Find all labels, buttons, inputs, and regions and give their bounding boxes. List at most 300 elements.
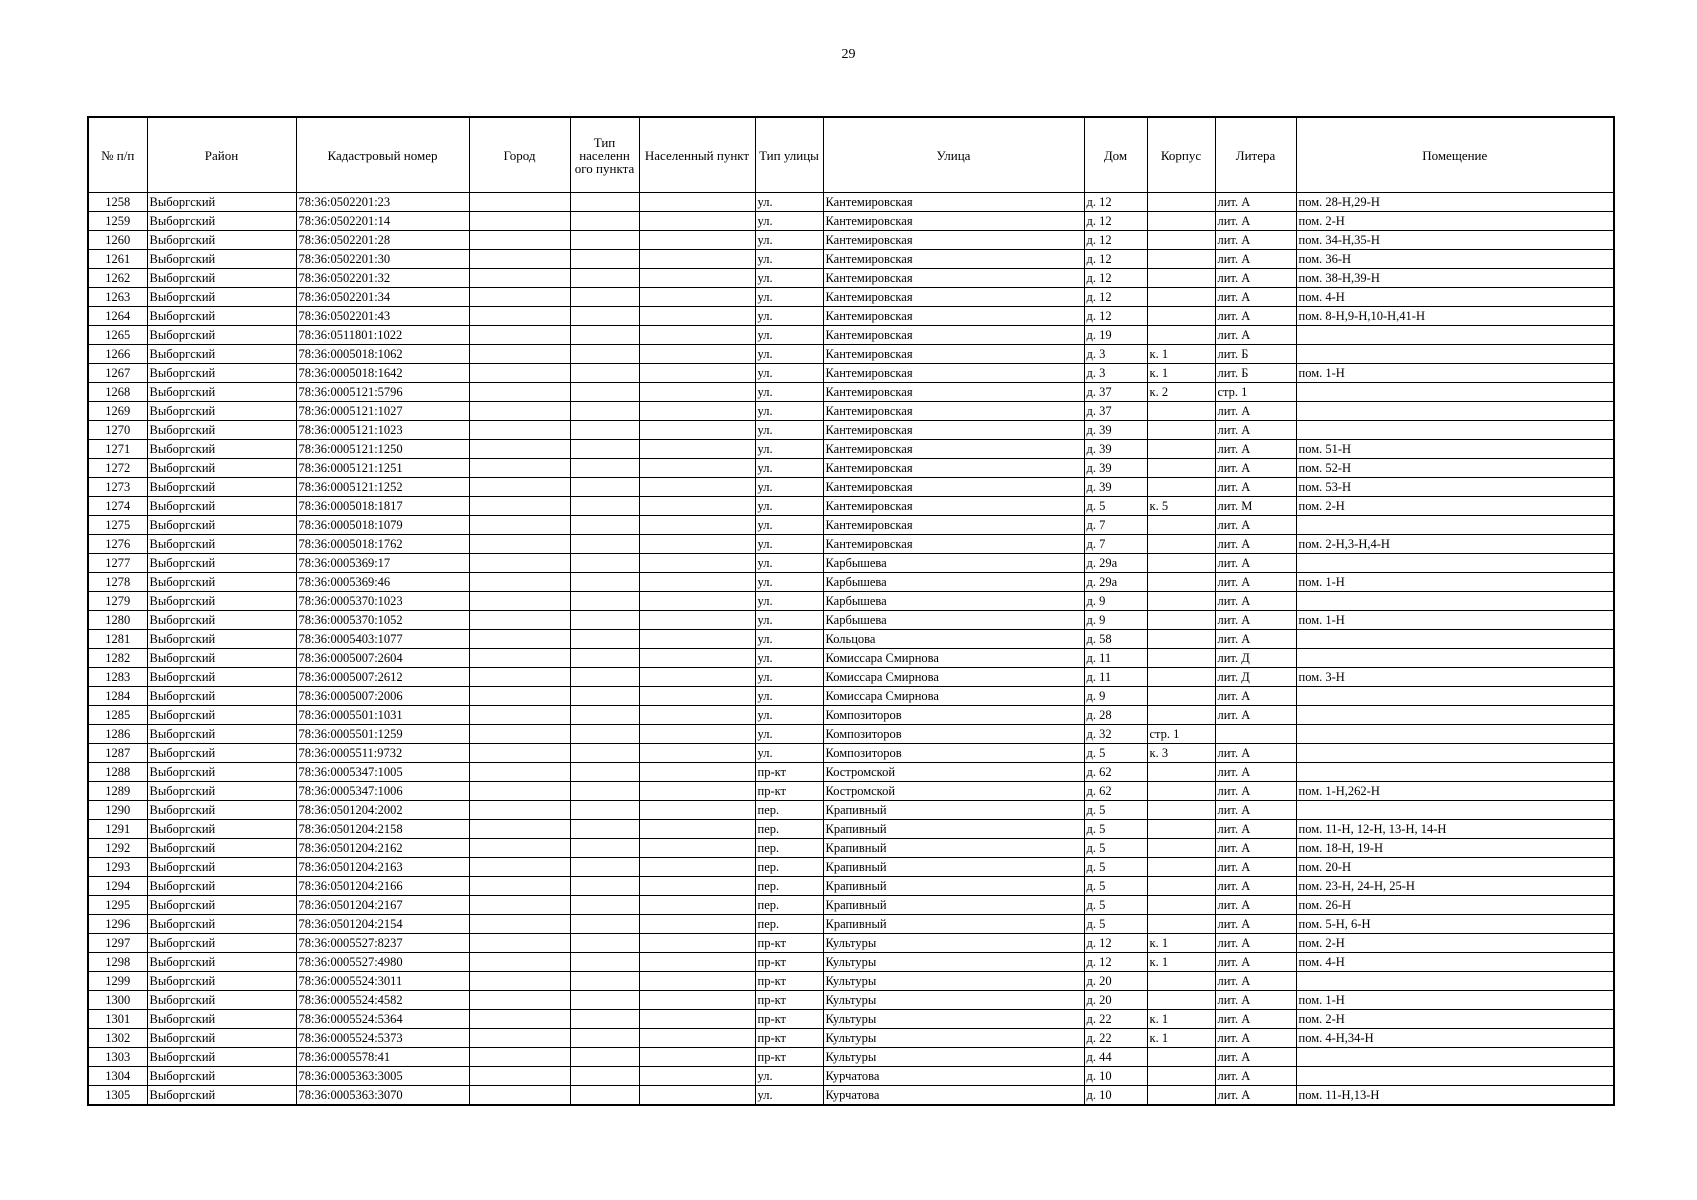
cell-settlement — [639, 535, 755, 554]
cell-cadastral: 78:36:0005007:2612 — [296, 668, 469, 687]
cell-street: Крапивный — [823, 820, 1084, 839]
cell-settlement — [639, 763, 755, 782]
cell-district: Выборгский — [147, 516, 296, 535]
cell-district: Выборгский — [147, 573, 296, 592]
cell-letter: лит. А — [1215, 212, 1296, 231]
cell-city — [469, 554, 570, 573]
cell-city — [469, 1029, 570, 1048]
cell-house: д. 5 — [1084, 858, 1147, 877]
cell-city — [469, 573, 570, 592]
cell-building: к. 1 — [1147, 934, 1215, 953]
cell-cadastral: 78:36:0005511:9732 — [296, 744, 469, 763]
cell-building — [1147, 193, 1215, 212]
cell-premises — [1296, 972, 1614, 991]
cell-settlement-type — [570, 345, 639, 364]
cell-cadastral: 78:36:0005524:5364 — [296, 1010, 469, 1029]
cell-district: Выборгский — [147, 972, 296, 991]
cell-city — [469, 421, 570, 440]
cell-city — [469, 307, 570, 326]
table-row — [88, 972, 1614, 991]
table-row — [88, 991, 1614, 1010]
cell-house: д. 12 — [1084, 953, 1147, 972]
cell-cadastral: 78:36:0502201:34 — [296, 288, 469, 307]
cell-building — [1147, 1067, 1215, 1086]
cell-letter: лит. А — [1215, 839, 1296, 858]
cell-street: Культуры — [823, 953, 1084, 972]
cell-settlement — [639, 383, 755, 402]
header-premises: Помещение — [1296, 117, 1614, 193]
cell-cadastral: 78:36:0005369:17 — [296, 554, 469, 573]
cell-num: 1293 — [88, 858, 147, 877]
cell-cadastral: 78:36:0502201:32 — [296, 269, 469, 288]
cell-street: Культуры — [823, 934, 1084, 953]
cell-premises — [1296, 516, 1614, 535]
cell-cadastral: 78:36:0501204:2154 — [296, 915, 469, 934]
cell-settlement — [639, 440, 755, 459]
cell-street: Кантемировская — [823, 193, 1084, 212]
cell-premises — [1296, 763, 1614, 782]
cell-num: 1289 — [88, 782, 147, 801]
cell-city — [469, 1048, 570, 1067]
table-row — [88, 763, 1614, 782]
table-row — [88, 934, 1614, 953]
cell-settlement-type — [570, 934, 639, 953]
cell-premises: пом. 5-Н, 6-Н — [1296, 915, 1614, 934]
cell-street: Кольцова — [823, 630, 1084, 649]
cell-premises — [1296, 725, 1614, 744]
cell-house: д. 9 — [1084, 611, 1147, 630]
cell-district: Выборгский — [147, 193, 296, 212]
cell-street: Композиторов — [823, 725, 1084, 744]
cell-cadastral: 78:36:0501204:2167 — [296, 896, 469, 915]
cell-building — [1147, 478, 1215, 497]
cell-settlement-type — [570, 1086, 639, 1106]
cell-house: д. 5 — [1084, 801, 1147, 820]
cell-city — [469, 934, 570, 953]
cell-settlement-type — [570, 991, 639, 1010]
cell-cadastral: 78:36:0005121:1252 — [296, 478, 469, 497]
cell-premises — [1296, 744, 1614, 763]
cell-premises — [1296, 801, 1614, 820]
cell-building — [1147, 440, 1215, 459]
cell-house: д. 11 — [1084, 668, 1147, 687]
cell-settlement-type — [570, 858, 639, 877]
cell-letter: лит. А — [1215, 592, 1296, 611]
cell-city — [469, 402, 570, 421]
table-row — [88, 706, 1614, 725]
cell-district: Выборгский — [147, 611, 296, 630]
cell-house: д. 7 — [1084, 535, 1147, 554]
cell-num: 1288 — [88, 763, 147, 782]
cell-cadastral: 78:36:0511801:1022 — [296, 326, 469, 345]
cell-street: Кантемировская — [823, 535, 1084, 554]
cell-building: к. 1 — [1147, 1010, 1215, 1029]
cell-letter: лит. А — [1215, 459, 1296, 478]
cell-city — [469, 478, 570, 497]
cell-settlement-type — [570, 440, 639, 459]
cell-cadastral: 78:36:0501204:2166 — [296, 877, 469, 896]
cell-settlement — [639, 896, 755, 915]
cell-premises — [1296, 630, 1614, 649]
cell-building — [1147, 250, 1215, 269]
cell-premises — [1296, 345, 1614, 364]
cell-settlement-type — [570, 269, 639, 288]
cell-settlement — [639, 402, 755, 421]
cell-cadastral: 78:36:0005501:1259 — [296, 725, 469, 744]
cell-house: д. 12 — [1084, 231, 1147, 250]
cell-num: 1272 — [88, 459, 147, 478]
cell-letter: лит. А — [1215, 763, 1296, 782]
cell-settlement-type — [570, 573, 639, 592]
cell-district: Выборгский — [147, 326, 296, 345]
cell-district: Выборгский — [147, 953, 296, 972]
cell-district: Выборгский — [147, 307, 296, 326]
cell-letter: лит. Д — [1215, 649, 1296, 668]
cell-settlement-type — [570, 896, 639, 915]
cell-district: Выборгский — [147, 535, 296, 554]
cell-street-type: ул. — [755, 364, 823, 383]
table-row — [88, 250, 1614, 269]
cell-settlement — [639, 554, 755, 573]
cell-letter: лит. А — [1215, 953, 1296, 972]
cell-letter: лит. А — [1215, 1010, 1296, 1029]
cell-premises: пом. 2-Н,3-Н,4-Н — [1296, 535, 1614, 554]
cell-house: д. 12 — [1084, 269, 1147, 288]
cell-cadastral: 78:36:0005578:41 — [296, 1048, 469, 1067]
cell-building — [1147, 307, 1215, 326]
table-row — [88, 288, 1614, 307]
cell-building — [1147, 459, 1215, 478]
cell-street: Комиссара Смирнова — [823, 649, 1084, 668]
cell-street-type: пр-кт — [755, 1048, 823, 1067]
cell-premises: пом. 4-Н — [1296, 288, 1614, 307]
cell-cadastral: 78:36:0501204:2002 — [296, 801, 469, 820]
cell-settlement-type — [570, 592, 639, 611]
cell-cadastral: 78:36:0005501:1031 — [296, 706, 469, 725]
cell-premises: пом. 20-Н — [1296, 858, 1614, 877]
cell-settlement-type — [570, 1010, 639, 1029]
cell-house: д. 5 — [1084, 497, 1147, 516]
cell-street: Комиссара Смирнова — [823, 687, 1084, 706]
cell-house: д. 19 — [1084, 326, 1147, 345]
cell-street: Композиторов — [823, 744, 1084, 763]
cell-building — [1147, 896, 1215, 915]
cell-city — [469, 516, 570, 535]
cell-house: д. 12 — [1084, 250, 1147, 269]
cell-building — [1147, 421, 1215, 440]
cell-building: к. 2 — [1147, 383, 1215, 402]
cell-premises: пом. 2-Н — [1296, 497, 1614, 516]
cell-street-type: ул. — [755, 459, 823, 478]
cell-cadastral: 78:36:0005018:1079 — [296, 516, 469, 535]
cell-city — [469, 440, 570, 459]
cell-settlement — [639, 231, 755, 250]
cell-settlement-type — [570, 402, 639, 421]
cell-settlement-type — [570, 516, 639, 535]
cell-house: д. 12 — [1084, 934, 1147, 953]
cell-settlement-type — [570, 1029, 639, 1048]
cell-city — [469, 345, 570, 364]
cell-building — [1147, 991, 1215, 1010]
cell-house: д. 9 — [1084, 687, 1147, 706]
cell-city — [469, 459, 570, 478]
cell-street-type: ул. — [755, 497, 823, 516]
cell-num: 1303 — [88, 1048, 147, 1067]
cell-district: Выборгский — [147, 782, 296, 801]
cell-settlement-type — [570, 972, 639, 991]
cell-street-type: ул. — [755, 326, 823, 345]
cell-settlement — [639, 649, 755, 668]
header-district: Район — [147, 117, 296, 193]
cell-building — [1147, 1086, 1215, 1106]
cell-district: Выборгский — [147, 269, 296, 288]
cell-letter: лит. А — [1215, 1067, 1296, 1086]
cell-city — [469, 725, 570, 744]
cell-cadastral: 78:36:0005403:1077 — [296, 630, 469, 649]
cell-street-type: ул. — [755, 383, 823, 402]
cell-cadastral: 78:36:0005370:1023 — [296, 592, 469, 611]
cell-district: Выборгский — [147, 896, 296, 915]
cell-city — [469, 858, 570, 877]
cell-settlement — [639, 611, 755, 630]
cell-street: Кантемировская — [823, 478, 1084, 497]
table-row — [88, 345, 1614, 364]
table-row — [88, 611, 1614, 630]
cell-settlement — [639, 934, 755, 953]
cell-street-type: ул. — [755, 288, 823, 307]
cell-building — [1147, 706, 1215, 725]
cell-city — [469, 193, 570, 212]
cell-settlement — [639, 459, 755, 478]
cell-settlement-type — [570, 763, 639, 782]
cell-building: к. 1 — [1147, 364, 1215, 383]
cell-premises: пом. 4-Н,34-Н — [1296, 1029, 1614, 1048]
cell-street: Комиссара Смирнова — [823, 668, 1084, 687]
cell-letter: лит. А — [1215, 706, 1296, 725]
cell-city — [469, 364, 570, 383]
cell-settlement-type — [570, 649, 639, 668]
cell-district: Выборгский — [147, 839, 296, 858]
cell-num: 1265 — [88, 326, 147, 345]
cell-district: Выборгский — [147, 991, 296, 1010]
cell-street-type: пр-кт — [755, 782, 823, 801]
cell-settlement — [639, 1010, 755, 1029]
cell-building — [1147, 1048, 1215, 1067]
cell-premises: пом. 3-Н — [1296, 668, 1614, 687]
cell-street: Курчатова — [823, 1086, 1084, 1106]
cell-premises — [1296, 326, 1614, 345]
header-num: № п/п — [88, 117, 147, 193]
cell-settlement — [639, 573, 755, 592]
cell-street-type: пр-кт — [755, 953, 823, 972]
cell-building — [1147, 516, 1215, 535]
cell-settlement-type — [570, 307, 639, 326]
cell-settlement — [639, 421, 755, 440]
cell-settlement-type — [570, 1067, 639, 1086]
cell-num: 1262 — [88, 269, 147, 288]
cell-settlement-type — [570, 193, 639, 212]
cell-letter: лит. А — [1215, 288, 1296, 307]
cell-street-type: ул. — [755, 744, 823, 763]
cell-letter: лит. А — [1215, 915, 1296, 934]
cell-letter: лит. Б — [1215, 364, 1296, 383]
cell-street: Крапивный — [823, 858, 1084, 877]
cell-settlement-type — [570, 383, 639, 402]
cell-settlement — [639, 592, 755, 611]
cell-city — [469, 706, 570, 725]
cell-premises — [1296, 1048, 1614, 1067]
cell-premises — [1296, 706, 1614, 725]
cell-street: Культуры — [823, 1029, 1084, 1048]
cell-num: 1266 — [88, 345, 147, 364]
cell-city — [469, 896, 570, 915]
cell-cadastral: 78:36:0501204:2158 — [296, 820, 469, 839]
cell-settlement — [639, 782, 755, 801]
cell-cadastral: 78:36:0005363:3070 — [296, 1086, 469, 1106]
cell-street-type: ул. — [755, 687, 823, 706]
cell-settlement-type — [570, 231, 639, 250]
cell-building — [1147, 231, 1215, 250]
cell-street: Крапивный — [823, 915, 1084, 934]
cell-district: Выборгский — [147, 706, 296, 725]
cell-street: Кантемировская — [823, 364, 1084, 383]
cell-premises — [1296, 687, 1614, 706]
cell-house: д. 37 — [1084, 402, 1147, 421]
cell-building: к. 1 — [1147, 1029, 1215, 1048]
cell-letter: лит. А — [1215, 535, 1296, 554]
cell-premises: пом. 52-Н — [1296, 459, 1614, 478]
cell-street: Кантемировская — [823, 345, 1084, 364]
cell-cadastral: 78:36:0502201:30 — [296, 250, 469, 269]
table-row — [88, 212, 1614, 231]
cell-street-type: ул. — [755, 345, 823, 364]
cell-premises: пом. 36-Н — [1296, 250, 1614, 269]
cell-street-type: ул. — [755, 212, 823, 231]
cell-street-type: ул. — [755, 269, 823, 288]
cell-building — [1147, 535, 1215, 554]
cell-settlement-type — [570, 459, 639, 478]
cell-num: 1258 — [88, 193, 147, 212]
cell-settlement — [639, 706, 755, 725]
cell-premises — [1296, 592, 1614, 611]
cell-cadastral: 78:36:0005363:3005 — [296, 1067, 469, 1086]
cell-street-type: ул. — [755, 516, 823, 535]
cell-letter: лит. А — [1215, 801, 1296, 820]
cell-street-type: ул. — [755, 421, 823, 440]
cell-building — [1147, 801, 1215, 820]
cell-building — [1147, 763, 1215, 782]
cell-street-type: пер. — [755, 877, 823, 896]
cell-house: д. 7 — [1084, 516, 1147, 535]
cell-cadastral: 78:36:0502201:43 — [296, 307, 469, 326]
cell-settlement-type — [570, 554, 639, 573]
cell-street-type: ул. — [755, 402, 823, 421]
cell-house: д. 5 — [1084, 744, 1147, 763]
cell-house: д. 20 — [1084, 991, 1147, 1010]
cell-house: д. 22 — [1084, 1029, 1147, 1048]
cell-cadastral: 78:36:0005018:1642 — [296, 364, 469, 383]
cell-letter: лит. А — [1215, 250, 1296, 269]
cell-city — [469, 231, 570, 250]
cell-num: 1296 — [88, 915, 147, 934]
cell-street-type: пер. — [755, 839, 823, 858]
cell-district: Выборгский — [147, 383, 296, 402]
cell-settlement — [639, 478, 755, 497]
cell-settlement — [639, 915, 755, 934]
cell-num: 1285 — [88, 706, 147, 725]
table-row — [88, 858, 1614, 877]
cell-num: 1298 — [88, 953, 147, 972]
cell-house: д. 39 — [1084, 459, 1147, 478]
cell-premises: пом. 2-Н — [1296, 212, 1614, 231]
table-row — [88, 307, 1614, 326]
cell-street: Кантемировская — [823, 421, 1084, 440]
cell-district: Выборгский — [147, 554, 296, 573]
table-row — [88, 1048, 1614, 1067]
cell-building — [1147, 326, 1215, 345]
table-header-row — [88, 117, 1614, 193]
cell-num: 1294 — [88, 877, 147, 896]
table-row — [88, 478, 1614, 497]
cell-house: д. 29а — [1084, 554, 1147, 573]
cell-settlement-type — [570, 630, 639, 649]
table-row — [88, 535, 1614, 554]
cell-cadastral: 78:36:0005347:1006 — [296, 782, 469, 801]
cell-building — [1147, 668, 1215, 687]
cell-building — [1147, 915, 1215, 934]
cell-district: Выборгский — [147, 801, 296, 820]
cell-num: 1287 — [88, 744, 147, 763]
cell-settlement — [639, 1048, 755, 1067]
cell-city — [469, 1010, 570, 1029]
cell-city — [469, 915, 570, 934]
cell-cadastral: 78:36:0005018:1817 — [296, 497, 469, 516]
cell-letter: лит. А — [1215, 402, 1296, 421]
cell-building — [1147, 649, 1215, 668]
cell-num: 1290 — [88, 801, 147, 820]
header-city: Город — [469, 117, 570, 193]
table-row — [88, 1010, 1614, 1029]
cell-letter: лит. М — [1215, 497, 1296, 516]
cell-settlement-type — [570, 326, 639, 345]
cell-num: 1271 — [88, 440, 147, 459]
cell-num: 1292 — [88, 839, 147, 858]
cell-settlement — [639, 516, 755, 535]
cell-premises: пом. 11-Н, 12-Н, 13-Н, 14-Н — [1296, 820, 1614, 839]
cell-num: 1267 — [88, 364, 147, 383]
cell-building — [1147, 402, 1215, 421]
cell-settlement — [639, 345, 755, 364]
cell-letter: лит. А — [1215, 440, 1296, 459]
cell-city — [469, 288, 570, 307]
table-row — [88, 820, 1614, 839]
cell-street-type: ул. — [755, 1067, 823, 1086]
cell-street-type: ул. — [755, 668, 823, 687]
cell-city — [469, 801, 570, 820]
cell-premises — [1296, 383, 1614, 402]
cell-street-type: ул. — [755, 706, 823, 725]
table-row — [88, 915, 1614, 934]
cell-district: Выборгский — [147, 630, 296, 649]
cell-num: 1264 — [88, 307, 147, 326]
cell-street: Карбышева — [823, 573, 1084, 592]
cell-street-type: ул. — [755, 592, 823, 611]
cell-street: Крапивный — [823, 877, 1084, 896]
cell-city — [469, 820, 570, 839]
cell-num: 1281 — [88, 630, 147, 649]
cell-city — [469, 611, 570, 630]
cell-settlement-type — [570, 364, 639, 383]
